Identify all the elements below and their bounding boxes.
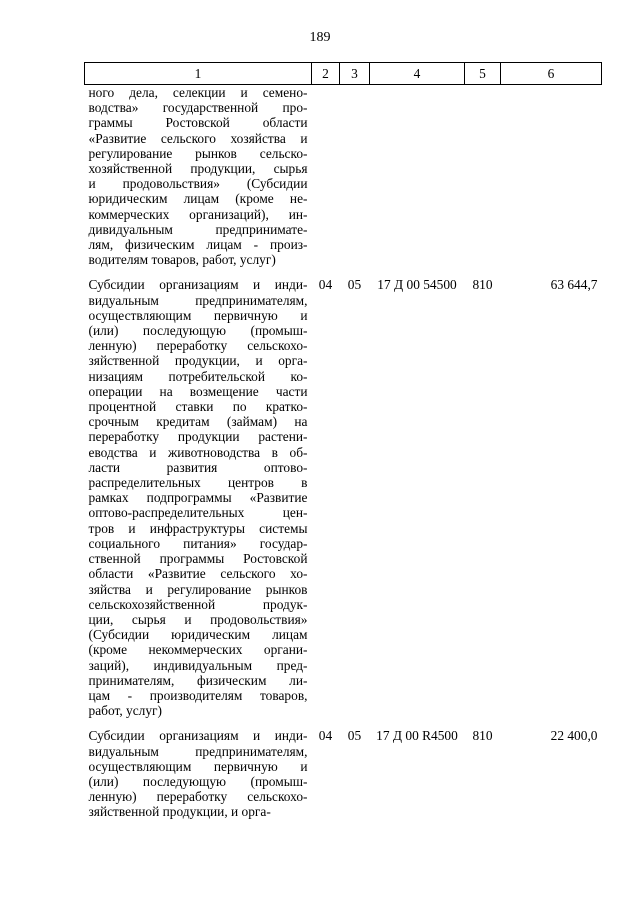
row-description — [85, 85, 312, 268]
description-line: дивидуальным предпринимате- — [88, 221, 308, 237]
header-row — [85, 63, 602, 85]
header-col-6: 6 — [501, 63, 602, 85]
description-line: и продовольствия» (Субсидии — [88, 176, 308, 192]
description-line: заций), индивидуальным пред- — [88, 657, 308, 673]
description-line: низациям потребительской ко- — [88, 368, 308, 384]
row-amount — [501, 85, 602, 268]
description-line: зяйства и регулирование рынков — [88, 581, 308, 597]
description-line: зяйственной продукции, и орга- — [88, 804, 271, 820]
row-spacer — [85, 718, 602, 728]
description-line: хозяйственной продукции, сырья — [88, 161, 308, 177]
row-target-article-code: 17 Д 00 54500 — [377, 277, 457, 293]
description-line: граммы Ростовской области — [88, 115, 308, 131]
description-line: Субсидии организациям и инди- — [88, 728, 308, 744]
header-col-2: 2 — [312, 63, 340, 85]
description-line: еводства и животноводства в об- — [88, 444, 308, 460]
row-description — [85, 277, 312, 718]
description-line: осуществляющим первичную и — [88, 758, 308, 774]
description-line: ласти развития оптово- — [88, 459, 308, 475]
table-row — [85, 85, 602, 268]
row-section-code: 04 — [318, 728, 333, 744]
row-expense-type-code: 810 — [472, 728, 493, 744]
description-line: области «Развитие сельского хо- — [88, 566, 308, 582]
row-subsection-code: 05 — [347, 728, 362, 744]
header-col-4: 4 — [370, 63, 465, 85]
description-line: ственной программы Ростовской — [88, 551, 308, 567]
description-line: юридическим лицам (кроме не- — [88, 191, 308, 207]
description-line: видуальным предпринимателям, — [88, 743, 308, 759]
description-line: водителям товаров, работ, услуг) — [88, 252, 276, 268]
row-expense-type-code: 810 — [472, 277, 493, 293]
budget-table — [84, 62, 602, 820]
description-line: оптово-распределительных цен- — [88, 505, 308, 521]
description-line: ленную) переработку сельскохо- — [88, 338, 308, 354]
description-line: ного дела, селекции и семено- — [88, 85, 308, 100]
description-line: ленную) переработку сельскохо- — [88, 789, 308, 805]
description-line: видуальным предпринимателям, — [88, 292, 308, 308]
row-spacer — [85, 267, 602, 277]
description-line: коммерческих организаций), ин- — [88, 206, 308, 222]
description-line: (или) последующую (промыш- — [88, 773, 308, 789]
description-line: «Развитие сельского хозяйства и — [88, 130, 308, 146]
description-line: распределительных центров в — [88, 475, 308, 491]
description-line: (Субсидии юридическим лицам — [88, 627, 308, 643]
description-line: принимателям, физическим ли- — [88, 672, 308, 688]
header-col-5: 5 — [465, 63, 501, 85]
description-line: Субсидии организациям и инди- — [88, 277, 308, 293]
row-section-code — [312, 85, 340, 268]
row-expense-type-code — [465, 85, 501, 268]
description-line: водства» государственной про- — [88, 100, 308, 116]
spacer-cell — [85, 267, 602, 277]
description-line: осуществляющим первичную и — [88, 307, 308, 323]
row-amount: 22 400,0 — [550, 728, 598, 744]
description-line: операции на возмещение части — [88, 383, 308, 399]
description-line: срочным кредитам (займам) на — [88, 414, 308, 430]
description-line: процентной ставки по кратко- — [88, 399, 308, 415]
row-target-article-code — [370, 85, 465, 268]
table-row — [85, 728, 602, 819]
page-number: 189 — [309, 30, 331, 45]
description-line: сельскохозяйственной продук- — [88, 596, 308, 612]
spacer-cell — [85, 718, 602, 728]
header-col-1: 1 — [85, 63, 312, 85]
description-line: лям, физическим лицам - произ- — [88, 237, 308, 253]
description-line: рамках подпрограммы «Развитие — [88, 490, 308, 506]
description-line: социального питания» государ- — [88, 535, 308, 551]
description-line: (кроме некоммерческих органи- — [88, 642, 308, 658]
description-line: цам - производителям товаров, — [88, 687, 308, 703]
row-section-code: 04 — [318, 277, 333, 293]
description-line: регулирование рынков сельско- — [88, 145, 308, 161]
row-target-article-code: 17 Д 00 R4500 — [376, 728, 458, 744]
description-line: переработку продукции растени- — [88, 429, 308, 445]
header-col-3: 3 — [340, 63, 370, 85]
description-line: работ, услуг) — [88, 703, 162, 719]
row-subsection-code — [340, 85, 370, 268]
row-amount: 63 644,7 — [550, 277, 598, 293]
description-line: тров и инфраструктуры системы — [88, 520, 308, 536]
description-line: ции, сырья и продовольствия» — [88, 611, 308, 627]
row-subsection-code: 05 — [347, 277, 362, 293]
table-row — [85, 277, 602, 718]
table-body — [85, 85, 602, 820]
description-line: зяйственной продукции, и орга- — [88, 353, 308, 369]
row-description — [85, 728, 312, 819]
description-line: (или) последующую (промыш- — [88, 323, 308, 339]
